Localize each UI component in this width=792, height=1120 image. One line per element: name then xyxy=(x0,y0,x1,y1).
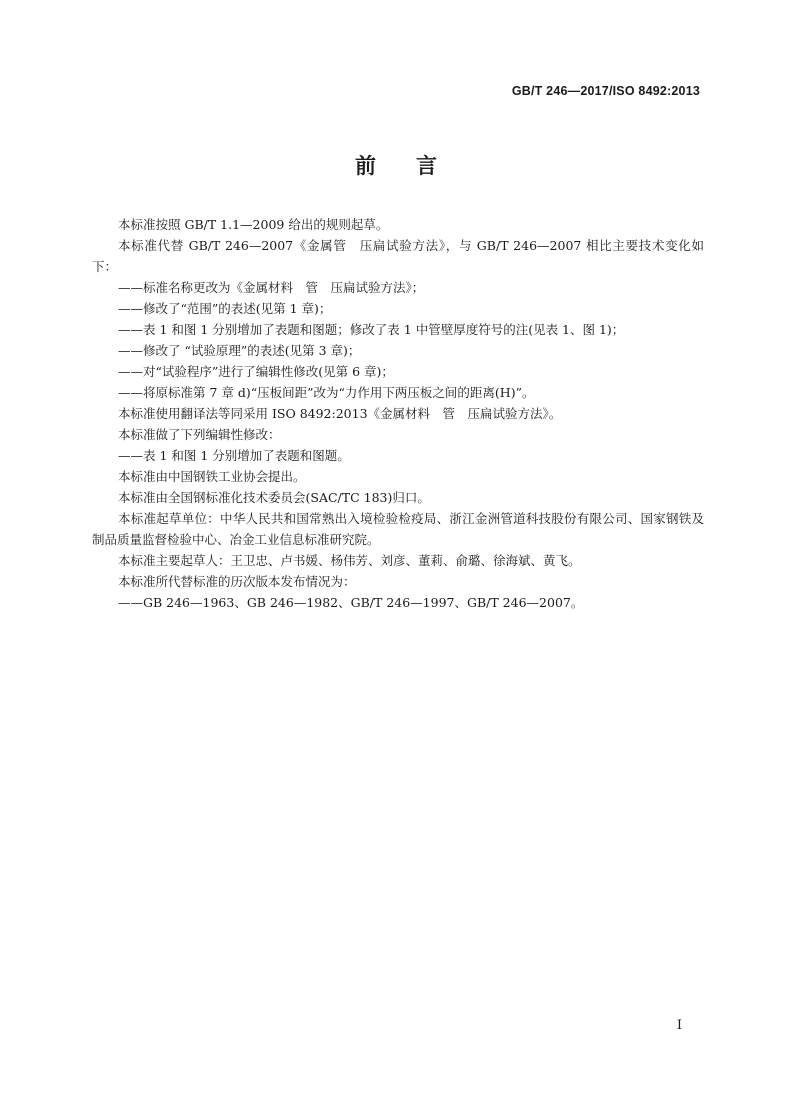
paragraph: 本标准由中国钢铁工业协会提出。 xyxy=(118,469,306,484)
paragraph: 本标准由全国钢标准化技术委员会(SAC/TC 183)归口。 xyxy=(118,490,430,505)
paragraph: 本标准使用翻译法等同采用 ISO 8492:2013《金属材料 管 压扁试验方法》。 xyxy=(118,406,562,421)
list-item: ——表 1 和图 1 分别增加了表题和图题。 xyxy=(118,448,350,463)
list-item: ——修改了 “试验原理”的表述(见第 3 章)； xyxy=(118,343,361,358)
list-item: ——GB 246—1963、GB 246—1982、GB/T 246—1997、GB/T 246—2007。 xyxy=(118,595,584,610)
paragraph: 本标准按照 GB/T 1.1—2009 给出的规则起草。 xyxy=(118,217,389,232)
page-number: I xyxy=(676,1018,682,1033)
list-item: ——表 1 和图 1 分别增加了表题和图题；修改了表 1 中管壁厚度符号的注(见表 1、图 1)； xyxy=(118,322,625,337)
standard-code: GB/T 246—2017/ISO 8492:2013 xyxy=(511,84,700,98)
paragraph: 本标准主要起草人：王卫忠、卢书媛、杨伟芳、刘彦、董莉、俞璐、徐海斌、黄飞。 xyxy=(118,553,581,568)
foreword-body xyxy=(92,214,704,613)
paragraph: 本标准所代替标准的历次版本发布情况为： xyxy=(118,574,356,589)
paragraph: 本标准起草单位：中华人民共和国常熟出入境检验检疫局、浙江金洲管道科技股份有限公司、国家钢铁及制品质量监督检验中心、冶金工业信息标准研究院。 xyxy=(92,511,704,547)
list-item: ——标准名称更改为《金属材料 管 压扁试验方法》； xyxy=(118,280,425,295)
paragraph: 本标准代替 GB/T 246—2007《金属管 压扁试验方法》，与 GB/T 246—2007 相比主要技术变化如下： xyxy=(92,238,704,274)
paragraph: 本标准做了下列编辑性修改： xyxy=(118,427,281,442)
page-title: 前言 xyxy=(355,154,477,178)
list-item: ——将原标准第 7 章 d)“压板间距”改为“力作用下两压板之间的距离(H)”。 xyxy=(118,385,535,400)
list-item: ——对“试验程序”进行了编辑性修改(见第 6 章)； xyxy=(118,364,394,379)
list-item: ——修改了“范围”的表述(见第 1 章)； xyxy=(118,301,332,316)
